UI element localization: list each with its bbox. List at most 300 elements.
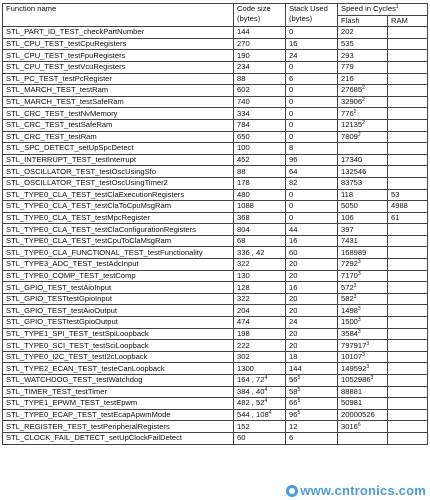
cell-flash-cycles-text: 7809 xyxy=(341,131,358,141)
cell-function-name-text: STL_CPU_TEST_testFpuRegisters xyxy=(6,50,126,60)
header-flash: Flash xyxy=(338,15,388,27)
table-row xyxy=(3,363,428,375)
cell-flash-cycles-footnote: 6 xyxy=(357,421,361,428)
cell-function-name-text: STL_REGISTER_TEST_testPeripheralRegisters xyxy=(6,421,170,431)
cell-code-size-text: 480 xyxy=(237,189,250,199)
cell-flash-cycles xyxy=(338,317,388,329)
cell-code-size xyxy=(234,131,286,143)
cell-stack-used-text: 0 xyxy=(289,85,294,95)
cell-function-name xyxy=(3,340,234,352)
cell-function-name-text: STL_CRC_TEST_testSafeRam xyxy=(6,120,113,130)
cell-flash-cycles xyxy=(338,235,388,247)
cell-flash-cycles xyxy=(338,282,388,294)
cell-stack-used-text: 20 xyxy=(289,294,298,304)
cell-flash-cycles-footnote: 3 xyxy=(366,340,370,347)
cell-function-name xyxy=(3,317,234,329)
cell-flash-cycles xyxy=(338,201,388,213)
cell-function-name-text: STL_TYPE0_CLA_TEST_testClaExecutionRegisters xyxy=(6,189,185,199)
cell-code-size-text: 178 xyxy=(237,178,250,188)
cell-function-name xyxy=(3,282,234,294)
cell-stack-used xyxy=(286,305,338,317)
cell-stack-used-text: 96 xyxy=(289,155,298,165)
cell-ram-cycles-text: 53 xyxy=(391,189,400,199)
cell-function-name-text: STL_TYPE1_SPI_TEST_testSpiLoopback xyxy=(6,328,149,338)
cell-code-size xyxy=(234,305,286,317)
cell-stack-used xyxy=(286,235,338,247)
cell-stack-used-text: 66 xyxy=(289,398,298,408)
cell-function-name xyxy=(3,351,234,363)
cell-function-name-text: STL_WATCHDOG_TEST_testWatchdog xyxy=(6,375,143,385)
cell-stack-used xyxy=(286,386,338,398)
cell-flash-cycles xyxy=(338,38,388,50)
cell-stack-used xyxy=(286,270,338,282)
cell-stack-used-text: 58 xyxy=(289,386,298,396)
cell-code-size-text: 68 xyxy=(237,236,246,246)
cell-flash-cycles-footnote: 3 xyxy=(357,317,361,324)
table-row xyxy=(3,73,428,85)
cell-code-size xyxy=(234,177,286,189)
cell-flash-cycles-text: 535 xyxy=(341,39,354,49)
cell-ram-cycles xyxy=(388,270,428,282)
cell-stack-used xyxy=(286,131,338,143)
cell-flash-cycles-text: 149592 xyxy=(341,363,367,373)
cell-ram-cycles xyxy=(388,73,428,85)
cell-code-size-text: 322 xyxy=(237,259,250,269)
cell-stack-used-text: 24 xyxy=(289,50,298,60)
table-row xyxy=(3,375,428,387)
table-row xyxy=(3,386,428,398)
cell-code-size-text: 152 xyxy=(237,421,250,431)
cell-flash-cycles xyxy=(338,73,388,85)
table-row xyxy=(3,61,428,73)
cell-stack-used-text: 0 xyxy=(289,97,294,107)
cell-code-size-text: 1088 xyxy=(237,201,254,211)
cell-stack-used-text: 6 xyxy=(289,433,294,443)
cell-code-size xyxy=(234,317,286,329)
cell-flash-cycles-text: 202 xyxy=(341,27,354,37)
cell-stack-used xyxy=(286,154,338,166)
cell-ram-cycles xyxy=(388,177,428,189)
cell-ram-cycles xyxy=(388,421,428,433)
cell-code-size xyxy=(234,351,286,363)
cell-ram-cycles xyxy=(388,259,428,271)
cell-function-name xyxy=(3,224,234,236)
cell-flash-cycles xyxy=(338,131,388,143)
cell-ram-cycles xyxy=(388,282,428,294)
cell-stack-used xyxy=(286,398,338,410)
cell-stack-used xyxy=(286,143,338,155)
cell-function-name-text: STL_TYPE0_CLA_TEST_testMpcRegister xyxy=(6,212,150,222)
cell-flash-cycles-text: 32906 xyxy=(341,97,363,107)
cell-flash-cycles-text: 216 xyxy=(341,73,354,83)
cell-ram-cycles xyxy=(388,328,428,340)
cell-ram-cycles xyxy=(388,131,428,143)
cell-code-size xyxy=(234,189,286,201)
table-row xyxy=(3,259,428,271)
header-row xyxy=(3,4,428,16)
cell-flash-cycles-text: 797917 xyxy=(341,340,367,350)
cell-code-size xyxy=(234,398,286,410)
cell-ram-cycles xyxy=(388,363,428,375)
table-row xyxy=(3,96,428,108)
cell-ram-cycles xyxy=(388,50,428,62)
cell-code-size-text: 100 xyxy=(237,143,250,153)
cell-flash-cycles xyxy=(338,154,388,166)
cell-stack-used xyxy=(286,282,338,294)
cell-code-size xyxy=(234,270,286,282)
cell-stack-used-text: 20 xyxy=(289,328,298,338)
cell-function-name xyxy=(3,328,234,340)
cell-code-size xyxy=(234,166,286,178)
cell-function-name-text: STL_GPIO_TEST_testAioOutput xyxy=(6,305,118,315)
cell-function-name-text: STL_GPIO_TESTtestGpioInput xyxy=(6,294,112,304)
cell-flash-cycles-footnote: 3 xyxy=(357,259,361,266)
header-speed-note: 1 xyxy=(395,4,399,10)
cell-function-name-text: STL_TYPE1_EPWM_TEST_testEpwm xyxy=(6,398,138,408)
cell-stack-used-text: 0 xyxy=(289,62,294,72)
cell-ram-cycles-text: 4988 xyxy=(391,201,408,211)
cell-code-size-text: 128 xyxy=(237,282,250,292)
cell-flash-cycles-text: 582 xyxy=(341,294,354,304)
cell-code-size xyxy=(234,201,286,213)
header-code-size: Code size (bytes) xyxy=(234,4,286,27)
cell-stack-used-text: 20 xyxy=(289,305,298,315)
cell-code-size xyxy=(234,328,286,340)
cell-flash-cycles xyxy=(338,189,388,201)
cell-stack-used-text: 8 xyxy=(289,143,294,153)
cell-function-name-text: STL_OSCILLATOR_TEST_testOscUsingTimer2 xyxy=(6,178,168,188)
cell-flash-cycles xyxy=(338,398,388,410)
cell-stack-used xyxy=(286,293,338,305)
table-row xyxy=(3,317,428,329)
cell-stack-used-text: 20 xyxy=(289,259,298,269)
cell-flash-cycles-footnote: 3 xyxy=(357,305,361,312)
cell-flash-cycles xyxy=(338,270,388,282)
cell-flash-cycles-text: 10107 xyxy=(341,352,363,362)
cell-code-size-text: 204 xyxy=(237,305,250,315)
cell-function-name-text: STL_TYPE0_COMP_TEST_testComp xyxy=(6,270,136,280)
cell-code-size-text: 164 , 72 xyxy=(237,375,265,385)
cell-stack-used xyxy=(286,50,338,62)
cell-ram-cycles xyxy=(388,143,428,155)
cell-stack-used-text: 96 xyxy=(289,410,298,420)
cell-ram-cycles xyxy=(388,38,428,50)
table-row xyxy=(3,27,428,39)
cell-code-size xyxy=(234,212,286,224)
table-container xyxy=(2,3,428,445)
cell-function-name-text: STL_TYPE0_SCI_TEST_testSciLoopback xyxy=(6,340,149,350)
cell-ram-cycles xyxy=(388,317,428,329)
cell-code-size-text: 602 xyxy=(237,85,250,95)
cell-flash-cycles-text: 1500 xyxy=(341,317,358,327)
cell-flash-cycles-text: 12135 xyxy=(341,120,363,130)
cell-stack-used xyxy=(286,119,338,131)
cell-flash-cycles-text: 7431 xyxy=(341,236,358,246)
table-row xyxy=(3,154,428,166)
cell-function-name xyxy=(3,38,234,50)
cell-code-size xyxy=(234,61,286,73)
cell-function-name xyxy=(3,50,234,62)
cell-stack-used-text: 0 xyxy=(289,108,294,118)
cell-flash-cycles-footnote: 3 xyxy=(370,375,374,382)
cell-ram-cycles xyxy=(388,386,428,398)
cell-code-size xyxy=(234,85,286,97)
cell-flash-cycles-text: 779 xyxy=(341,62,354,72)
table-row xyxy=(3,247,428,259)
cell-stack-used xyxy=(286,85,338,97)
cell-flash-cycles-text: 20000526 xyxy=(341,410,375,420)
cell-ram-cycles-text: 61 xyxy=(391,212,400,222)
cell-stack-used-text: 16 xyxy=(289,39,298,49)
cell-stack-used xyxy=(286,73,338,85)
cell-ram-cycles xyxy=(388,212,428,224)
cell-ram-cycles xyxy=(388,409,428,421)
cell-stack-used-text: 0 xyxy=(289,27,294,37)
cell-stack-used-text: 82 xyxy=(289,178,298,188)
cell-code-size xyxy=(234,293,286,305)
table-row xyxy=(3,305,428,317)
cell-stack-used-text: 20 xyxy=(289,340,298,350)
cell-function-name xyxy=(3,270,234,282)
cell-stack-used-text: 24 xyxy=(289,317,298,327)
cell-function-name xyxy=(3,73,234,85)
cell-function-name xyxy=(3,212,234,224)
table-row xyxy=(3,340,428,352)
cell-stack-used xyxy=(286,224,338,236)
cell-stack-used-text: 0 xyxy=(289,212,294,222)
cell-flash-cycles xyxy=(338,119,388,131)
cell-function-name xyxy=(3,27,234,39)
cell-function-name-text: STL_TYPE0_CLA_FUNCTIONAL_TEST_testFunctionality xyxy=(6,247,203,257)
cell-stack-used xyxy=(286,432,338,444)
table-row xyxy=(3,409,428,421)
cell-function-name xyxy=(3,189,234,201)
cell-ram-cycles xyxy=(388,166,428,178)
cell-stack-used-text: 0 xyxy=(289,189,294,199)
cell-function-name-text: STL_CPU_TEST_testCpuRegisters xyxy=(6,39,127,49)
cell-stack-used-footnote: 5 xyxy=(297,386,301,393)
cell-stack-used-text: 44 xyxy=(289,224,298,234)
cell-flash-cycles-footnote: 3 xyxy=(362,352,365,359)
cell-code-size-text: 544 , 108 xyxy=(237,410,269,420)
cell-function-name-text: STL_TYPE3_ADC_TEST_testAdcInput xyxy=(6,259,139,269)
cell-flash-cycles-text: 3584 xyxy=(341,328,358,338)
cell-flash-cycles-text: 1052986 xyxy=(341,375,371,385)
watermark-logo-icon xyxy=(286,485,298,497)
cell-function-name-text: STL_MARCH_TEST_testRam xyxy=(6,85,109,95)
table-row xyxy=(3,212,428,224)
cell-function-name xyxy=(3,375,234,387)
cell-stack-used xyxy=(286,247,338,259)
cell-stack-used-text: 0 xyxy=(289,201,294,211)
table-row xyxy=(3,189,428,201)
cell-stack-used xyxy=(286,38,338,50)
cell-flash-cycles-text: 572 xyxy=(341,282,354,292)
cell-code-size-text: 740 xyxy=(237,97,250,107)
cell-function-name xyxy=(3,108,234,120)
cell-flash-cycles-text: 83753 xyxy=(341,178,363,188)
cell-flash-cycles-text: 397 xyxy=(341,224,354,234)
cell-ram-cycles xyxy=(388,189,428,201)
cell-function-name-text: STL_OSCILLATOR_TEST_testOscUsingSfo xyxy=(6,166,156,176)
cell-code-size xyxy=(234,340,286,352)
cell-function-name-text: STL_CPU_TEST_testVcuRegisters xyxy=(6,62,126,72)
cell-ram-cycles xyxy=(388,340,428,352)
cell-stack-used-text: 60 xyxy=(289,247,298,257)
cell-ram-cycles xyxy=(388,351,428,363)
cell-flash-cycles xyxy=(338,293,388,305)
cell-function-name-text: STL_TIMER_TEST_testTimer xyxy=(6,386,107,396)
cell-stack-used-text: 16 xyxy=(289,282,298,292)
cell-function-name xyxy=(3,201,234,213)
cell-ram-cycles xyxy=(388,247,428,259)
cell-code-size-text: 302 xyxy=(237,352,250,362)
cell-code-size xyxy=(234,375,286,387)
cell-code-size-footnote: 4 xyxy=(264,386,268,393)
cell-flash-cycles xyxy=(338,27,388,39)
cell-code-size-text: 474 xyxy=(237,317,250,327)
cell-flash-cycles xyxy=(338,224,388,236)
cell-stack-used xyxy=(286,189,338,201)
cell-code-size xyxy=(234,50,286,62)
cell-function-name xyxy=(3,143,234,155)
cell-code-size-text: 190 xyxy=(237,50,250,60)
cell-function-name xyxy=(3,293,234,305)
cell-code-size xyxy=(234,96,286,108)
cell-ram-cycles xyxy=(388,375,428,387)
cell-function-name-text: STL_INTERRUPT_TEST_testInterrupt xyxy=(6,155,136,165)
cell-stack-used-text: 0 xyxy=(289,131,294,141)
cell-code-size-text: 60 xyxy=(237,433,246,443)
cell-ram-cycles xyxy=(388,235,428,247)
cell-code-size xyxy=(234,409,286,421)
cell-stack-used xyxy=(286,27,338,39)
cell-ram-cycles xyxy=(388,27,428,39)
cell-function-name xyxy=(3,85,234,97)
cell-flash-cycles xyxy=(338,409,388,421)
cell-flash-cycles xyxy=(338,50,388,62)
cell-ram-cycles xyxy=(388,119,428,131)
cell-code-size xyxy=(234,363,286,375)
cell-code-size-text: 88 xyxy=(237,166,246,176)
cell-function-name xyxy=(3,247,234,259)
cell-stack-used-text: 12 xyxy=(289,421,298,431)
cell-stack-used xyxy=(286,259,338,271)
table-row xyxy=(3,166,428,178)
cell-function-name xyxy=(3,119,234,131)
table-row xyxy=(3,235,428,247)
header-stack-used: Stack Used (bytes) xyxy=(286,4,338,27)
table-body xyxy=(3,27,428,444)
cell-flash-cycles-text: 5050 xyxy=(341,201,358,211)
table-row xyxy=(3,224,428,236)
cell-flash-cycles-footnote: 2 xyxy=(353,108,357,115)
cell-ram-cycles xyxy=(388,224,428,236)
cell-code-size-text: 804 xyxy=(237,224,250,234)
cell-code-size xyxy=(234,224,286,236)
table-row xyxy=(3,85,428,97)
cell-flash-cycles-text: 293 xyxy=(341,50,354,60)
cell-function-name-text: STL_CRC_TEST_testRam xyxy=(6,131,97,141)
cell-flash-cycles xyxy=(338,96,388,108)
cell-stack-used xyxy=(286,421,338,433)
cell-flash-cycles-text: 118 xyxy=(341,189,354,199)
cell-code-size xyxy=(234,73,286,85)
cell-stack-used-text: 56 xyxy=(289,375,298,385)
cell-code-size xyxy=(234,421,286,433)
cell-flash-cycles xyxy=(338,108,388,120)
cell-flash-cycles xyxy=(338,177,388,189)
cell-stack-used xyxy=(286,409,338,421)
cell-ram-cycles xyxy=(388,61,428,73)
table-row xyxy=(3,201,428,213)
cell-flash-cycles-footnote: 3 xyxy=(353,282,357,289)
cell-flash-cycles xyxy=(338,363,388,375)
cell-code-size xyxy=(234,154,286,166)
cell-code-size xyxy=(234,38,286,50)
cell-flash-cycles xyxy=(338,432,388,444)
table-row xyxy=(3,38,428,50)
cell-function-name-text: STL_TYPE0_CLA_TEST_testCpuToClaMsgRam xyxy=(6,236,172,246)
cell-stack-used-text: 144 xyxy=(289,363,302,373)
cell-code-size-text: 198 xyxy=(237,328,250,338)
cell-code-size xyxy=(234,27,286,39)
cell-function-name xyxy=(3,259,234,271)
cell-stack-used-footnote: 5 xyxy=(297,398,301,405)
cell-stack-used xyxy=(286,96,338,108)
cell-code-size-text: 130 xyxy=(237,270,250,280)
cell-stack-used xyxy=(286,212,338,224)
table-row xyxy=(3,119,428,131)
cell-code-size-footnote: 4 xyxy=(268,410,272,417)
cell-flash-cycles-text: 132546 xyxy=(341,166,367,176)
cell-function-name xyxy=(3,61,234,73)
cell-stack-used-text: 16 xyxy=(289,236,298,246)
table-row xyxy=(3,131,428,143)
cell-function-name xyxy=(3,409,234,421)
header-ram: RAM xyxy=(388,15,428,27)
cell-code-size-text: 322 xyxy=(237,294,250,304)
table-row xyxy=(3,177,428,189)
cell-flash-cycles-footnote: 2 xyxy=(357,131,361,138)
cell-function-name xyxy=(3,235,234,247)
cell-flash-cycles xyxy=(338,375,388,387)
cell-ram-cycles xyxy=(388,432,428,444)
cell-flash-cycles xyxy=(338,386,388,398)
cell-code-size xyxy=(234,282,286,294)
cell-function-name-text: STL_TYPE0_I2C_TEST_testI2cLoopback xyxy=(6,352,148,362)
cell-flash-cycles xyxy=(338,247,388,259)
cell-function-name-text: STL_TYPE0_CLA_TEST_testClaToCpuMsgRam xyxy=(6,201,172,211)
cell-function-name xyxy=(3,363,234,375)
cell-code-size xyxy=(234,119,286,131)
cell-function-name xyxy=(3,305,234,317)
cell-flash-cycles-text: 106 xyxy=(341,212,354,222)
cell-function-name-text: STL_TYPE2_ECAN_TEST_testeCanLoopback xyxy=(6,363,165,373)
cell-flash-cycles xyxy=(338,212,388,224)
cell-function-name-text: STL_PC_TEST_testPcRegister xyxy=(6,73,112,83)
cell-flash-cycles-text: 1498 xyxy=(341,305,358,315)
table-row xyxy=(3,282,428,294)
cell-function-name-text: STL_PART_ID_TEST_checkPartNumber xyxy=(6,27,145,37)
cell-stack-used-text: 6 xyxy=(289,73,294,83)
cell-stack-used xyxy=(286,177,338,189)
cell-flash-cycles-text: 7170 xyxy=(341,270,358,280)
cell-function-name xyxy=(3,96,234,108)
cell-flash-cycles xyxy=(338,85,388,97)
cell-ram-cycles xyxy=(388,108,428,120)
cell-code-size-text: 336 , 42 xyxy=(237,247,265,257)
